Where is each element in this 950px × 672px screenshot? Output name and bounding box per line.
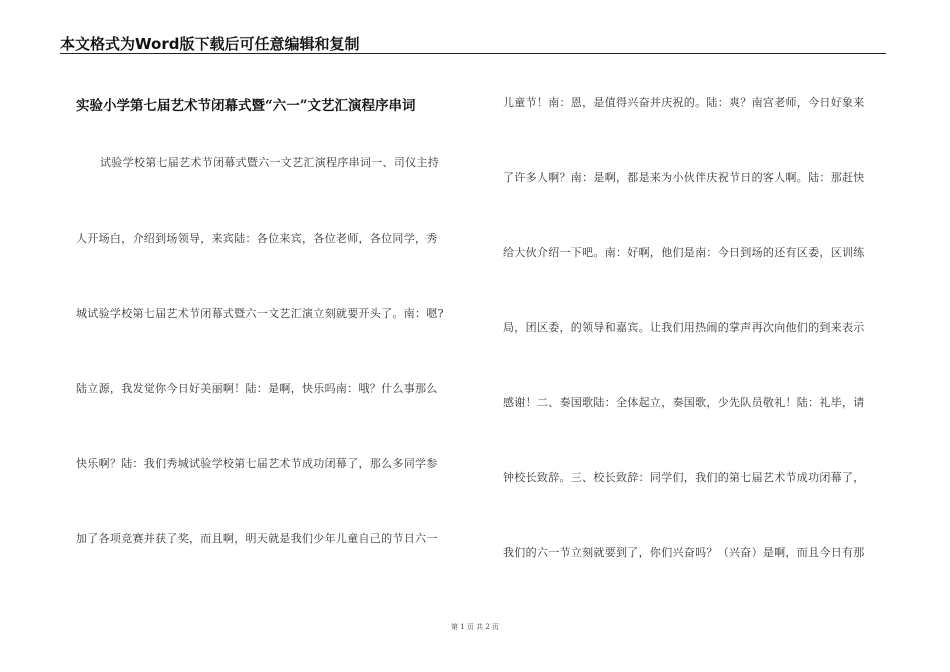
- paragraph-line: 儿童节！南：恩，是值得兴奋并庆祝的。陆：爽？南宫老师，今日好象来: [503, 96, 865, 109]
- header-divider: [60, 53, 886, 54]
- paragraph-line: 陆立源，我发觉你今日好美丽啊！陆：是啊，快乐吗南：哦？什么事那么: [76, 382, 438, 395]
- paragraph-line: 钟校长致辞。三、校长致辞：同学们，我们的第七届艺术节成功闭幕了，: [503, 471, 865, 484]
- paragraph-line: 我们的六一节立刻就要到了，你们兴奋吗？（兴奋）是啊，而且今日有那: [503, 546, 865, 559]
- page-number: 第 1 页 共 2 页: [450, 623, 500, 631]
- paragraph-line: 给大伙介绍一下吧。南：好啊，他们是南：今日到场的还有区委，区训练: [503, 246, 865, 259]
- paragraph-line: 局，团区委，的领导和嘉宾。让我们用热闹的掌声再次向他们的到来表示: [503, 321, 865, 334]
- paragraph-line: 了许多人啊？南：是啊，都是来为小伙伴庆祝节日的客人啊。陆：那赶快: [503, 171, 865, 184]
- paragraph-line: 试验学校第七届艺术节闭幕式暨六一文艺汇演程序串词一、司仪主持: [100, 156, 439, 169]
- paragraph-line: 城试验学校第七届艺术节闭幕式暨六一文艺汇演立刻就要开头了。南：嗯?: [76, 307, 444, 320]
- document-title: 实验小学第七届艺术节闭幕式暨“六一”文艺汇演程序串词: [76, 98, 416, 114]
- paragraph-line: 人开场白，介绍到场领导，来宾陆：各位来宾，各位老师，各位同学，秀: [76, 232, 438, 245]
- paragraph-line: 快乐啊？陆：我们秀城试验学校第七届艺术节成功闭幕了，那么多同学参: [76, 457, 438, 470]
- header-banner: 本文格式为Word版下载后可任意编辑和复制: [60, 35, 360, 53]
- paragraph-line: 加了各项竞赛并获了奖，而且啊，明天就是我们少年儿童自己的节日六一: [76, 532, 438, 545]
- paragraph-line: 感谢！二、奏国歌陆：全体起立，奏国歌，少先队员敬礼！陆：礼毕，请: [503, 396, 865, 409]
